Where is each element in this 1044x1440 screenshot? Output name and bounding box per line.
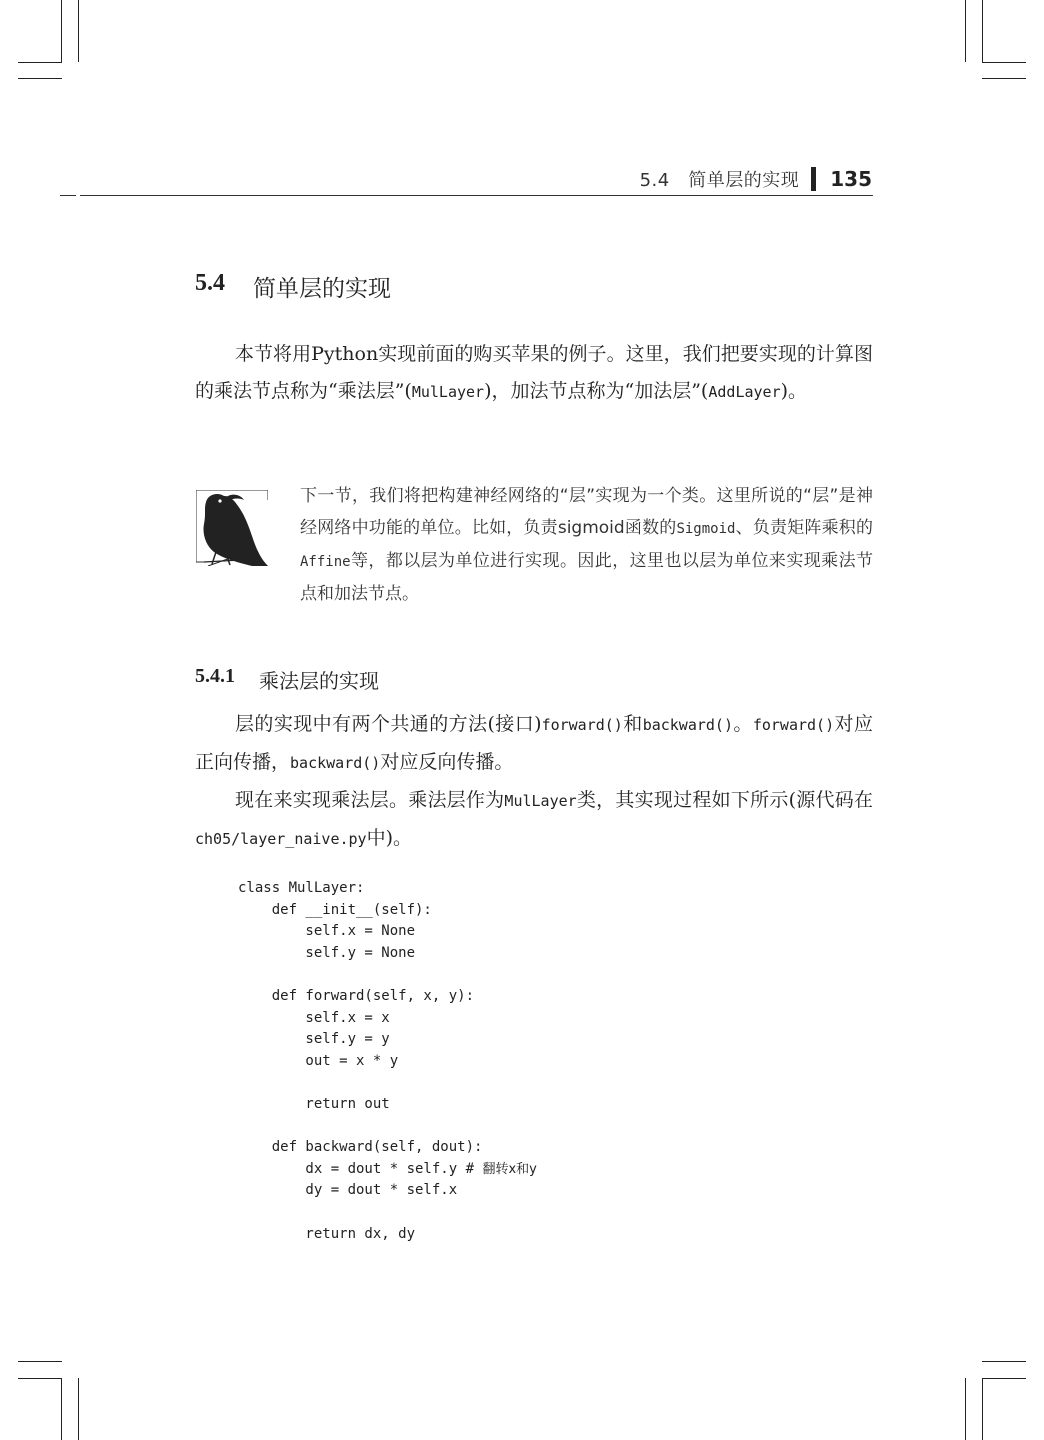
code-line: self.x = x xyxy=(238,1009,390,1026)
crop-mark xyxy=(982,1361,1026,1362)
running-head-bar xyxy=(811,167,816,191)
code-line xyxy=(238,1159,537,1181)
inline-code: AddLayer xyxy=(708,383,781,401)
header-rule xyxy=(80,195,873,196)
crop-mark xyxy=(18,1361,62,1362)
code-text: dx = dout * self.y # xyxy=(238,1160,483,1177)
crop-mark xyxy=(18,1378,62,1379)
crop-mark xyxy=(61,1378,62,1440)
header-rule-stub xyxy=(60,195,76,196)
body-paragraph-2 xyxy=(195,782,873,858)
crop-mark xyxy=(78,0,79,62)
section-title: 简单层的实现 xyxy=(253,276,391,302)
inline-code: backward() xyxy=(642,716,733,734)
subsection-title: 乘法层的实现 xyxy=(259,669,379,693)
crop-mark xyxy=(982,1378,983,1440)
inline-code: MulLayer xyxy=(411,383,485,401)
code-line: dy = dout * self.x xyxy=(238,1182,458,1199)
code-line: def forward(self, x, y): xyxy=(238,987,475,1004)
text-run: 、负责矩阵乘积的 xyxy=(735,518,873,538)
running-head xyxy=(640,166,872,192)
bird-icon xyxy=(196,490,268,566)
crop-mark xyxy=(982,1378,1026,1379)
intro-paragraph xyxy=(195,336,873,411)
inline-code: MulLayer xyxy=(504,792,577,810)
section-number: 5.4 xyxy=(195,270,225,296)
inline-code: forward() xyxy=(752,716,835,734)
subsection-heading xyxy=(195,665,379,694)
text-run: 中)。 xyxy=(366,827,413,849)
text-run: )，加法节点称为“加法层”( xyxy=(484,380,709,402)
code-line: self.y = y xyxy=(238,1031,390,1048)
inline-code: forward() xyxy=(541,716,623,734)
code-line: self.y = None xyxy=(238,944,416,961)
text-run: 层的实现中有两个共通的方法(接口) xyxy=(235,713,542,735)
crop-mark xyxy=(982,0,983,62)
text-run: )。 xyxy=(780,380,808,402)
code-line: class MulLayer: xyxy=(238,880,365,896)
text-run: 对应正向传播， xyxy=(195,713,873,773)
code-comment: 翻转x和y xyxy=(482,1161,537,1177)
crop-mark xyxy=(61,0,62,62)
note-text xyxy=(300,480,873,610)
code-line: def backward(self, dout): xyxy=(238,1139,483,1156)
text-run: 等，都以层为单位进行实现。因此，这里也以层为单位来实现乘法节点和加法节点。 xyxy=(300,551,873,604)
running-head-section: 5.4 简单层的实现 xyxy=(639,170,800,191)
crop-mark xyxy=(965,1378,966,1440)
text-run: 本节将用Python实现前面的购买苹果的例子。这里，我们把要实现的计算图的乘法节点称为“乘法层”( xyxy=(195,343,873,402)
code-line: def __init__(self): xyxy=(238,901,432,918)
text-run: 现在来实现乘法层。乘法层作为 xyxy=(235,789,505,811)
text-run: 类，其实现过程如下所示(源代码在 xyxy=(576,789,873,811)
subsection-number: 5.4.1 xyxy=(195,665,235,687)
page-number: 135 xyxy=(830,167,872,191)
section-heading xyxy=(195,270,391,303)
crop-mark xyxy=(18,78,62,79)
code-line: self.x = None xyxy=(238,923,416,940)
text-run: 。 xyxy=(733,713,753,735)
code-line: return out xyxy=(238,1095,390,1112)
code-line xyxy=(238,1116,537,1138)
code-line xyxy=(238,1202,537,1224)
inline-code: ch05/layer_naive.py xyxy=(195,830,367,848)
code-line: out = x * y xyxy=(238,1052,399,1069)
code-listing xyxy=(238,878,537,1245)
crop-mark xyxy=(965,0,966,62)
code-line xyxy=(238,1072,537,1094)
text-run: 下一节，我们将把构建神经网络的“层”实现为一个类。这里所说的“层”是神经网络中功能的单位。比如，负责sigmoid函数的 xyxy=(300,486,873,538)
code-line xyxy=(238,964,537,986)
text-run: 对应反向传播。 xyxy=(380,751,514,773)
crop-mark xyxy=(982,62,1026,63)
inline-code: Affine xyxy=(300,554,351,570)
inline-code: Sigmoid xyxy=(676,521,736,537)
text-run: 和 xyxy=(622,713,643,735)
crop-mark xyxy=(982,78,1026,79)
crop-mark xyxy=(18,62,62,63)
code-line: return dx, dy xyxy=(238,1225,416,1242)
crop-mark xyxy=(78,1378,79,1440)
inline-code: backward() xyxy=(290,754,381,772)
body-paragraph-1 xyxy=(195,706,873,782)
